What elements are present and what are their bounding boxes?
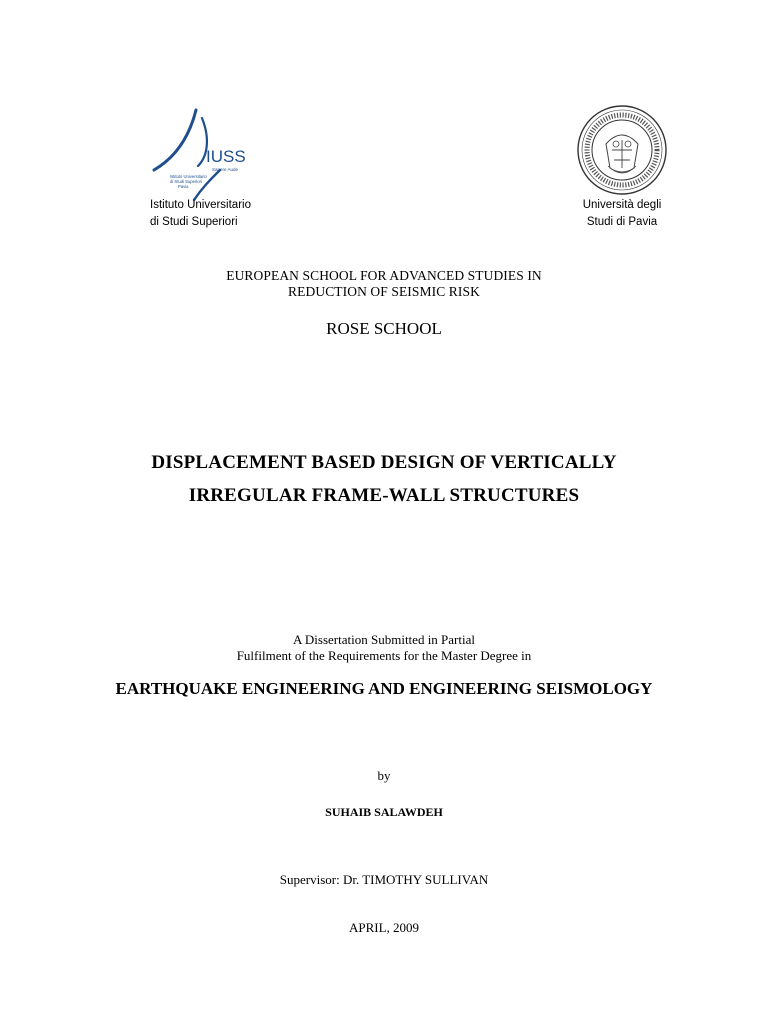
- iuss-small-text-1: Istituto Universitario: [170, 174, 207, 179]
- iuss-small-text-2: di Studi Superiori: [170, 179, 202, 184]
- pavia-caption-line1: Università degli: [582, 199, 662, 211]
- iuss-caption-line2: di Studi Superiori: [150, 216, 238, 228]
- iuss-caption-line1: Istituto Universitario: [150, 199, 251, 211]
- iuss-logo: [150, 108, 290, 208]
- supervisor: Supervisor: Dr. TIMOTHY SULLIVAN: [279, 872, 489, 887]
- school-line2: REDUCTION OF SEISMIC RISK: [288, 284, 480, 299]
- title-line1: DISPLACEMENT BASED DESIGN OF VERTICALLY: [151, 452, 617, 473]
- pavia-caption-line2: Studi di Pavia: [586, 216, 658, 228]
- by-label: by: [377, 768, 391, 783]
- iuss-wordmark: IUSS: [206, 147, 246, 166]
- pavia-seal-logo: [576, 104, 668, 196]
- iuss-small-text-3: Pavia: [178, 184, 189, 189]
- submission-line1: A Dissertation Submitted in Partial: [293, 632, 475, 647]
- submission-line2: Fulfilment of the Requirements for the Master Degree in: [236, 648, 532, 663]
- degree-name: EARTHQUAKE ENGINEERING AND ENGINEERING SEISMOLOGY: [115, 679, 653, 698]
- school-name: ROSE SCHOOL: [326, 319, 442, 338]
- iuss-tagline: Sapere Aude: [212, 167, 239, 172]
- school-line1: EUROPEAN SCHOOL FOR ADVANCED STUDIES IN: [226, 268, 542, 283]
- date: APRIL, 2009: [348, 920, 420, 935]
- author-name: SUHAIB SALAWDEH: [325, 805, 443, 819]
- title-line2: IRREGULAR FRAME-WALL STRUCTURES: [188, 485, 580, 506]
